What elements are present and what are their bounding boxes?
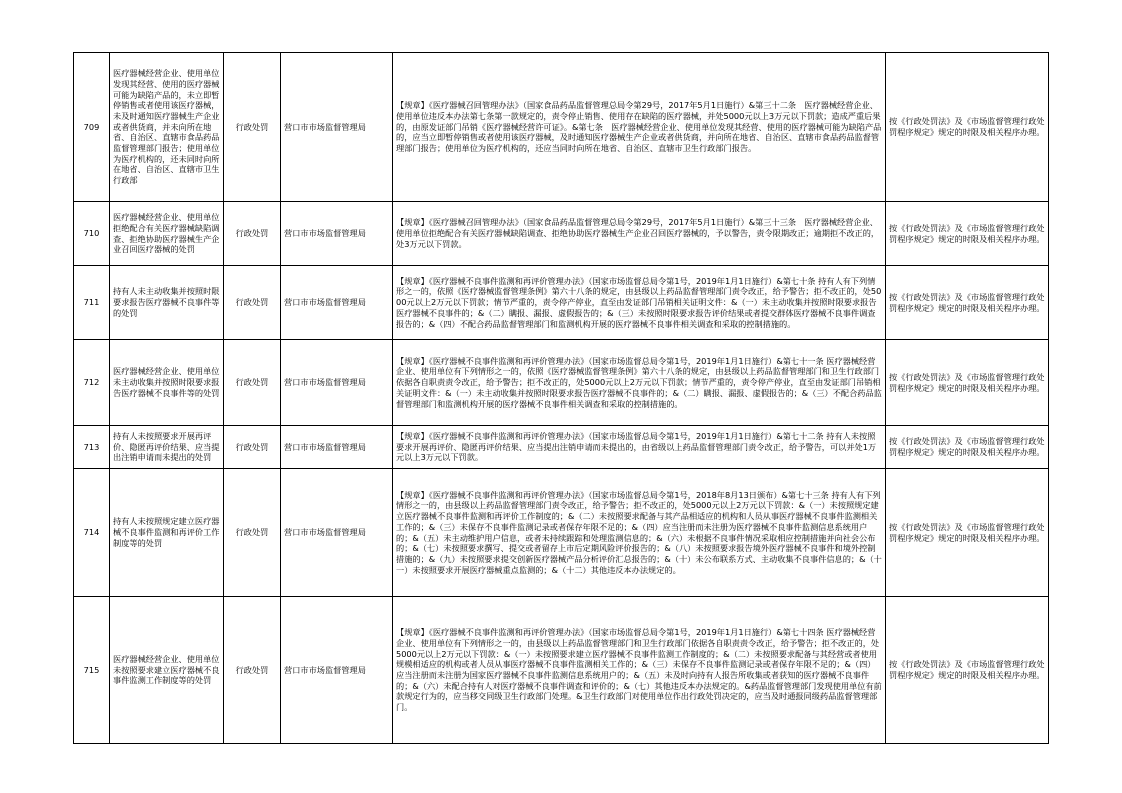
table-row: [74, 53, 1049, 202]
table-row: [74, 597, 1049, 744]
item-type: 行政处罚: [224, 340, 281, 426]
item-department: 营口市市场监督管理局: [281, 597, 393, 744]
item-department: 营口市市场监督管理局: [281, 53, 393, 202]
item-name: 医疗器械经营企业、使用单位拒绝配合有关医疗器械缺陷调查、拒绝协助医疗器械生产企业召回医疗器械的处罚: [110, 202, 224, 266]
item-procedure: 按《行政处罚法》及《市场监督管理行政处罚程序规定》规定的时限及相关程序办理。: [886, 340, 1049, 426]
item-number: 715: [74, 597, 110, 744]
item-procedure: 按《行政处罚法》及《市场监督管理行政处罚程序规定》规定的时限及相关程序办理。: [886, 469, 1049, 597]
item-type: 行政处罚: [224, 469, 281, 597]
table-row: [74, 340, 1049, 426]
item-number: 714: [74, 469, 110, 597]
item-department: 营口市市场监督管理局: [281, 469, 393, 597]
item-name: 持有人未按照要求开展再评价、隐匿再评价结果、应当提出注销申请而未提出的处罚: [110, 426, 224, 469]
item-legal-basis: 【规章】《医疗器械召回管理办法》（国家食品药品监督管理总局令第29号，2017年5月1日施行）&第三十三条 医疗器械经营企业、使用单位拒绝配合有关医疗器械缺陷调查、拒绝协助医疗器械生产企业召回医疗器械的，予以警告，责令限期改正；逾期拒不改正的，处3万元以下罚款。: [393, 202, 886, 266]
item-number: 711: [74, 266, 110, 340]
item-procedure: 按《行政处罚法》及《市场监督管理行政处罚程序规定》规定的时限及相关程序办理。: [886, 426, 1049, 469]
penalty-items-table: [73, 52, 1049, 744]
item-legal-basis: 【规章】《医疗器械不良事件监测和再评价管理办法》（国家市场监督总局令第1号，2018年8月13日颁布）&第七十三条 持有人有下列情形之一的，由县级以上药品监督管理部门责令改正，给予警告；拒不改正的，处5000元以上2万元以下罚款：&（一）未按照规定建立医疗器械不良事件监测和再评价工作制度的；&（二）未按照要求配备与其产品相适应的机构和人员从事医疗器械不良事件监测相关工作的；&（三）未保存不良事件监测记录或者保存年限不足的；&（四）应当注册而未注册为医疗器械不良事件监测信息系统用户的；&（五）未主动维护用户信息，或者未持续跟踪和处理监测信息的；&（六）未根据不良事件情况采取相应控制措施并向社会公布的；&（七）未按照要求撰写、提交或者留存上市后定期风险评价报告的；&（八）未按照要求报告境外医疗器械不良事件和境外控制措施的；&（九）未按照要求提交创新医疗器械产品分析评价汇总报告的；&（十）未公布联系方式、主动收集不良事件信息的；&（十一）未按照要求开展医疗器械重点监测的；&（十二）其他违反本办法规定的。: [393, 469, 886, 597]
item-procedure: 按《行政处罚法》及《市场监督管理行政处罚程序规定》规定的时限及相关程序办理。: [886, 597, 1049, 744]
table-row: [74, 202, 1049, 266]
item-number: 713: [74, 426, 110, 469]
item-legal-basis: 【规章】《医疗器械不良事件监测和再评价管理办法》（国家市场监督总局令第1号，2019年1月1日施行）&第七十条 持有人有下列情形之一的，依照《医疗器械监督管理条例》第六十八条的规定，由县级以上药品监督管理部门责令改正，给予警告；拒不改正的，处5000元以上2万元以下罚款；情节严重的，责令停产停业，直至由发证部门吊销相关证明文件：&（一）未主动收集并按照时限要求报告医疗器械不良事件的；&（二）瞒报、漏报、虚假报告的；&（三）未按照时限要求报告评价结果或者提交群体医疗器械不良事件调查报告的；&（四）不配合药品监督管理部门和监测机构开展的医疗器械不良事件相关调查和采取的控制措施的。: [393, 266, 886, 340]
item-procedure: 按《行政处罚法》及《市场监督管理行政处罚程序规定》规定的时限及相关程序办理。: [886, 266, 1049, 340]
document-table-container: [73, 52, 1049, 744]
item-department: 营口市市场监督管理局: [281, 202, 393, 266]
item-legal-basis: 【规章】《医疗器械不良事件监测和再评价管理办法》（国家市场监督总局令第1号，2019年1月1日施行）&第七十四条 医疗器械经营企业、使用单位有下列情形之一的，由县级以上药品监督管理部门和卫生行政部门依据各自职责责令改正，给予警告；拒不改正的，处5000元以上2万元以下罚款：&（一）未按照要求建立医疗器械不良事件监测工作制度的；&（二）未按照要求配备与其经营或者使用规模相适应的机构或者人员从事医疗器械不良事件监测相关工作的；&（三）未保存不良事件监测记录或者保存年限不足的；&（四）应当注册而未注册为国家医疗器械不良事件监测信息系统用户的；&（五）未及时向持有人报告所收集或者获知的医疗器械不良事件的；&（六）未配合持有人对医疗器械不良事件调查和评价的；&（七）其他违反本办法规定的。&药品监督管理部门发现使用单位有前款规定行为的，应当移交同级卫生行政部门处理。&卫生行政部门对使用单位作出行政处罚决定的，应当及时通报同级药品监督管理部门。: [393, 597, 886, 744]
item-type: 行政处罚: [224, 53, 281, 202]
item-procedure: 按《行政处罚法》及《市场监督管理行政处罚程序规定》规定的时限及相关程序办理。: [886, 53, 1049, 202]
item-type: 行政处罚: [224, 266, 281, 340]
item-type: 行政处罚: [224, 202, 281, 266]
item-legal-basis: 【规章】《医疗器械不良事件监测和再评价管理办法》（国家市场监督总局令第1号，2019年1月1日施行）&第七十二条 持有人未按照要求开展再评价、隐匿再评价结果、应当提出注销申请而未提出的，由省级以上药品监督管理部门责令改正，给予警告，可以并处1万元以上3万元以下罚款。: [393, 426, 886, 469]
item-name: 医疗器械经营企业、使用单位未主动收集并按照时限要求报告医疗器械不良事件等的处罚: [110, 340, 224, 426]
item-department: 营口市市场监督管理局: [281, 340, 393, 426]
item-type: 行政处罚: [224, 597, 281, 744]
item-name: 医疗器械经营企业、使用单位发现其经营、使用的医疗器械可能为缺陷产品的，未立即暂停销售或者使用该医疗器械，未及时通知医疗器械生产企业或者供货商，并未向所在地省、自治区、直辖市食品药品监督管理部门报告；使用单位为医疗机构的，还未同时向所在地省、自治区、直辖市卫生行政部: [110, 53, 224, 202]
item-name: 医疗器械经营企业、使用单位未按照要求建立医疗器械不良事件监测工作制度等的处罚: [110, 597, 224, 744]
table-row: [74, 266, 1049, 340]
item-name: 持有人未主动收集并按照时限要求报告医疗器械不良事件等的处罚: [110, 266, 224, 340]
item-number: 710: [74, 202, 110, 266]
item-legal-basis: 【规章】《医疗器械不良事件监测和再评价管理办法》（国家市场监督总局令第1号，2019年1月1日施行）&第七十一条 医疗器械经营企业、使用单位有下列情形之一的，依照《医疗器械监督管理条例》第六十八条的规定，由县级以上药品监督管理部门和卫生行政部门依据各自职责责令改正，给予警告；拒不改正的，处5000元以上2万元以下罚款；情节严重的，责令停产停业，直至由发证部门吊销相关证明文件：&（一）未主动收集并按照时限要求报告医疗器械不良事件的；&（二）瞒报、漏报、虚假报告的；&（三）不配合药品监督管理部门和监测机构开展的医疗器械不良事件相关调查和采取的控制措施的。: [393, 340, 886, 426]
item-type: 行政处罚: [224, 426, 281, 469]
item-procedure: 按《行政处罚法》及《市场监督管理行政处罚程序规定》规定的时限及相关程序办理。: [886, 202, 1049, 266]
item-department: 营口市市场监督管理局: [281, 426, 393, 469]
item-department: 营口市市场监督管理局: [281, 266, 393, 340]
item-legal-basis: 【规章】《医疗器械召回管理办法》（国家食品药品监督管理总局令第29号，2017年5月1日施行）&第三十二条 医疗器械经营企业、使用单位违反本办法第七条第一款规定的，责令停止销售、使用存在缺陷的医疗器械，并处5000元以上3万元以下罚款；造成严重后果的，由原发证部门吊销《医疗器械经营许可证》。&第七条 医疗器械经营企业、使用单位发现其经营、使用的医疗器械可能为缺陷产品的，应当立即暂停销售或者使用该医疗器械，及时通知医疗器械生产企业或者供货商，并向所在地省、自治区、直辖市食品药品监督管理部门报告；使用单位为医疗机构的，还应当同时向所在地省、自治区、直辖市卫生行政部门报告。: [393, 53, 886, 202]
item-name: 持有人未按照规定建立医疗器械不良事件监测和再评价工作制度等的处罚: [110, 469, 224, 597]
item-number: 709: [74, 53, 110, 202]
item-number: 712: [74, 340, 110, 426]
table-row: [74, 426, 1049, 469]
table-row: [74, 469, 1049, 597]
